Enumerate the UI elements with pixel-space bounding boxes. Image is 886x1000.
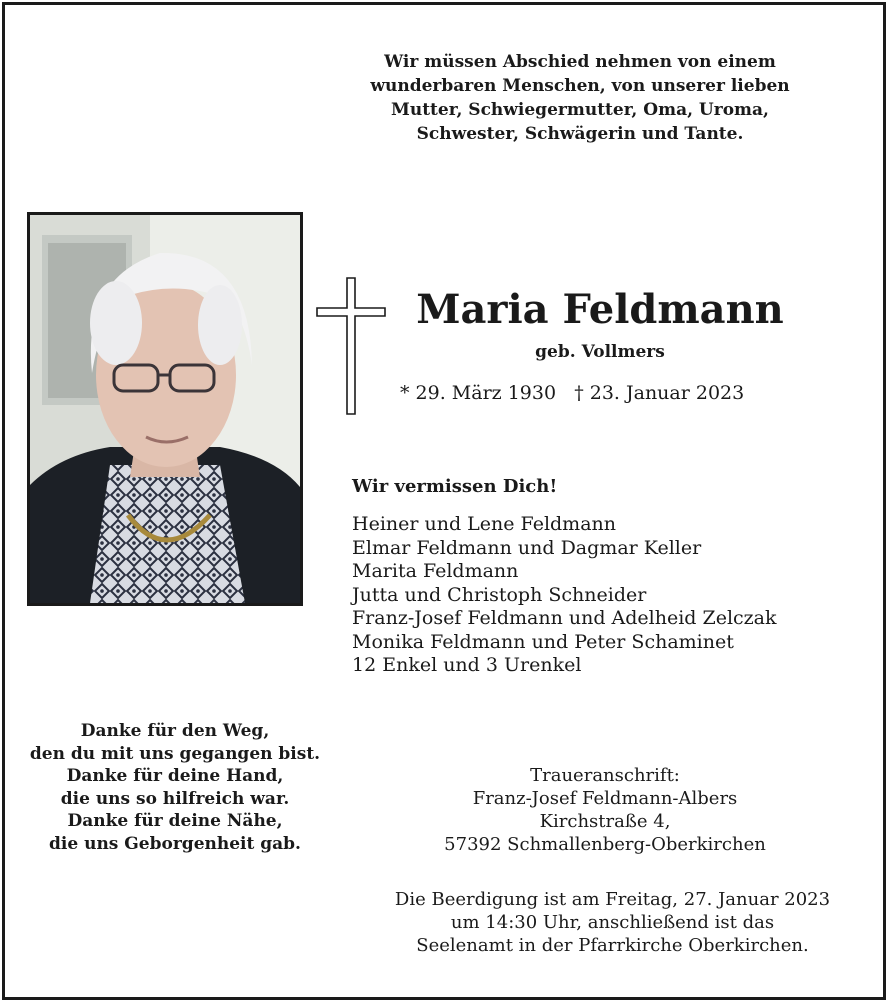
poem-line: Danke für deine Hand,: [66, 766, 284, 786]
poem-line: die uns so hilfreich war.: [60, 788, 290, 809]
deceased-name: Maria Feldmann: [416, 286, 784, 333]
death-date: † 23. Januar 2023: [574, 382, 745, 404]
family-member: Elmar Feldmann und Dagmar Keller: [352, 536, 702, 559]
family-member: 12 Enkel und 3 Urenkel: [352, 654, 582, 676]
family-member: Jutta und Christoph Schneider: [352, 583, 647, 606]
intro-line: Wir müssen Abschied nehmen von einem: [384, 52, 776, 72]
poem-line: den du mit uns gegangen bist.: [29, 743, 321, 764]
mourning-address: [400, 764, 810, 856]
poem-line: die uns Geborgenheit gab.: [49, 833, 301, 854]
poem: [10, 720, 340, 855]
family-member: Heiner und Lene Feldmann: [352, 513, 616, 535]
intro-line: wunderbaren Menschen, von unserer lieben: [370, 76, 790, 96]
poem-line: Danke für deine Nähe,: [67, 811, 283, 831]
address-line: 57392 Schmallenberg-Oberkirchen: [444, 834, 766, 855]
funeral-line: um 14:30 Uhr, anschließend ist das: [450, 912, 775, 933]
address-line: Traueranschrift:: [530, 765, 680, 786]
address-line: Kirchstraße 4,: [539, 811, 671, 832]
birth-name: geb. Vollmers: [535, 342, 665, 362]
family-member: Franz-Josef Feldmann und Adelheid Zelczak: [352, 607, 777, 629]
miss-you-heading: Wir vermissen Dich!: [352, 476, 558, 497]
address-line: Franz-Josef Feldmann-Albers: [472, 788, 738, 809]
intro-text: [330, 50, 830, 146]
funeral-line: Seelenamt in der Pfarrkirche Oberkirchen.: [416, 935, 809, 956]
intro-line: Schwester, Schwägerin und Tante.: [416, 124, 744, 144]
portrait-photo: [27, 212, 303, 606]
funeral-info: [345, 888, 880, 957]
birth-date: * 29. März 1930: [400, 382, 557, 404]
cross-icon: [316, 276, 386, 416]
family-member: Marita Feldmann: [352, 560, 519, 582]
poem-line: Danke für den Weg,: [80, 721, 270, 741]
life-dates: [400, 380, 744, 406]
family-member: Monika Feldmann und Peter Schaminet: [352, 630, 734, 653]
intro-line: Mutter, Schwiegermutter, Oma, Uroma,: [391, 100, 769, 120]
family-list: [352, 513, 777, 678]
funeral-line: Die Beerdigung ist am Freitag, 27. Januar 2023: [394, 889, 831, 910]
